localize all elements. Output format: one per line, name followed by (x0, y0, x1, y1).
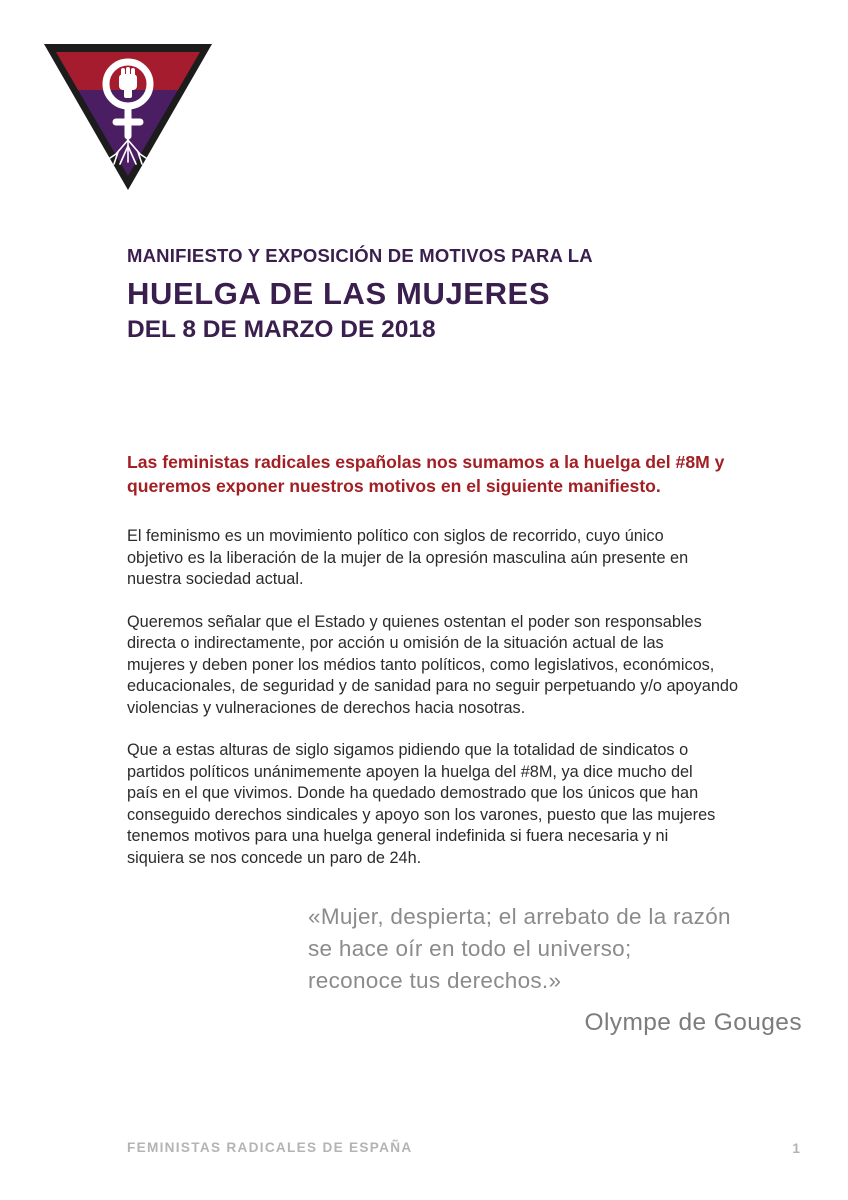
quote-line: reconoce tus derechos.» (308, 968, 562, 993)
heading-date: DEL 8 DE MARZO DE 2018 (127, 316, 436, 343)
paragraph-3 (127, 740, 827, 869)
page-number: 1 (792, 1140, 800, 1156)
lead-line: queremos exponer nuestros motivos en el siguiente manifiesto. (127, 476, 661, 496)
paragraph-line: nuestra sociedad actual. (127, 570, 304, 588)
paragraph-line: directa o indirectamente, por acción u omisión de la situación actual de las (127, 634, 664, 652)
paragraph-line: El feminismo es un movimiento político con siglos de recorrido, cuyo único (127, 527, 664, 545)
quote-line: se hace oír en todo el universo; (308, 936, 632, 961)
document-heading (127, 242, 593, 346)
paragraph-line: siquiera se nos concede un paro de 24h. (127, 848, 422, 867)
paragraph-line: Que a estas alturas de siglo sigamos pidiendo que la totalidad de sindicatos o (127, 741, 689, 759)
paragraph-1 (127, 526, 827, 591)
paragraph-line: partidos políticos unánimemente apoyen la huelga del #8M, ya dice mucho del (127, 762, 693, 781)
paragraph-line: violencias y vulneraciones de derechos hacia nosotras. (127, 698, 526, 717)
lead-statement (127, 450, 827, 498)
quote-line: «Mujer, despierta; el arrebato de la razón (308, 904, 731, 929)
paragraph-line: tenemos motivos para una huelga general indefinida si fuera necesaria y ni (127, 827, 669, 845)
paragraph-line: objetivo es la liberación de la mujer de la opresión masculina aún presente en (127, 548, 689, 567)
footer-org: FEMINISTAS RADICALES DE ESPAÑA (127, 1140, 413, 1155)
heading-title: HUELGA DE LAS MUJERES (127, 276, 551, 311)
lead-line: Las feministas radicales españolas nos sumamos a la huelga del #8M y (127, 452, 725, 472)
paragraph-line: conseguido derechos sindicales y apoyo son los varones, puesto que las mujeres (127, 805, 716, 824)
female-symbol-raised-fist-icon (44, 44, 212, 190)
paragraph-line: Queremos señalar que el Estado y quienes ostentan el poder son responsables (127, 612, 702, 631)
paragraph-line: país en el que vivimos. Donde ha quedado demostrado que los únicos que han (127, 784, 699, 802)
paragraph-line: mujeres y deben poner los médios tanto políticos, como legislativos, económicos, (127, 655, 715, 674)
paragraph-2 (127, 612, 827, 720)
quote-block (308, 901, 808, 997)
heading-kicker: MANIFIESTO Y EXPOSICIÓN DE MOTIVOS PARA LA (127, 245, 593, 266)
manifesto-body (127, 526, 827, 890)
quote-author: Olympe de Gouges (584, 1009, 802, 1036)
paragraph-line: educacionales, de seguridad y de sanidad para no seguir perpetuando y/o apoyando (127, 677, 738, 695)
